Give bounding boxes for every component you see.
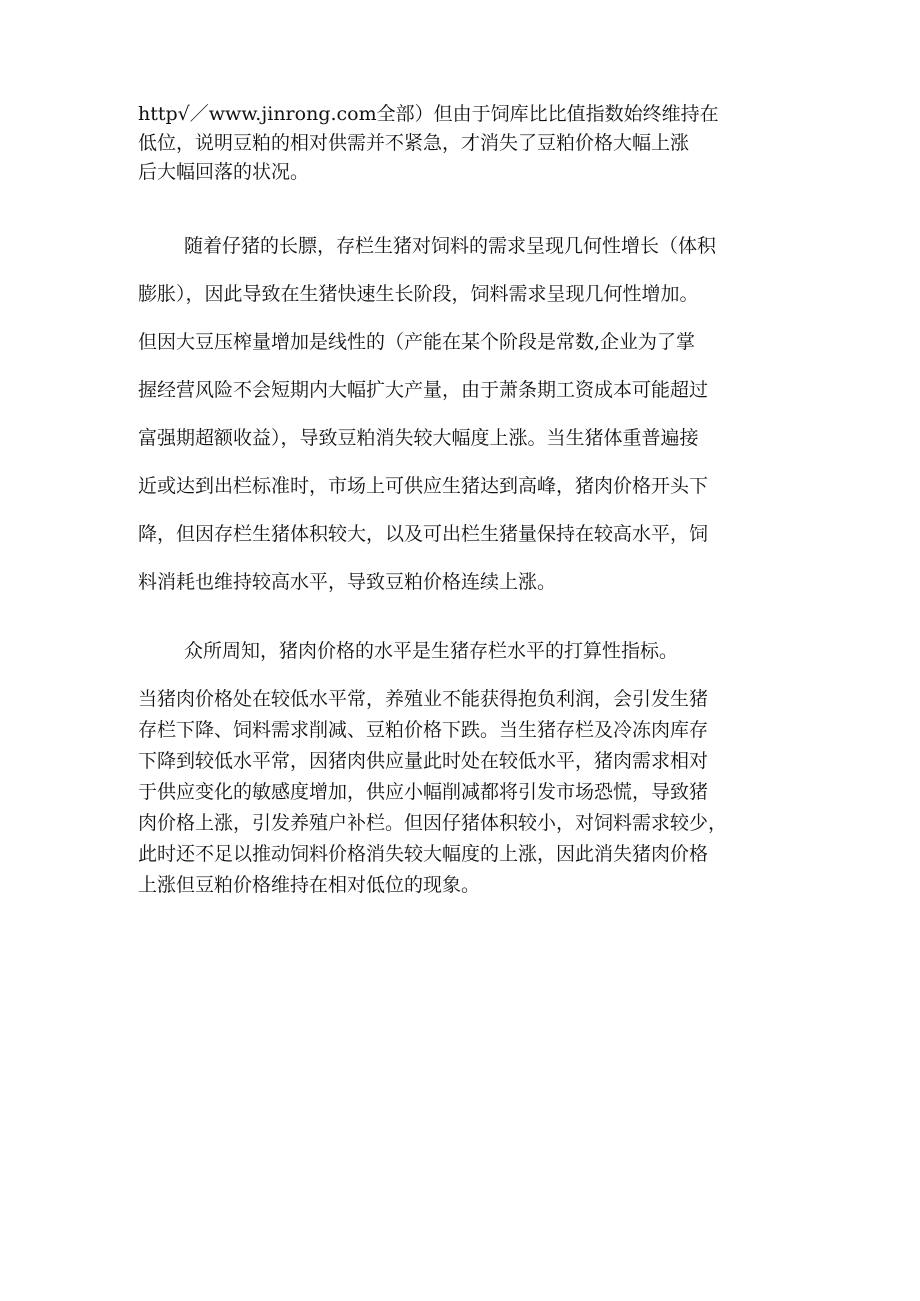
paragraph-line: 此时还不足以推动饲料价格消失较大幅度的上涨，因此消失猪肉价格 bbox=[138, 843, 709, 865]
paragraph-line: 众所周知，猪肉价格的水平是生猪存栏水平的打算性指标。 bbox=[184, 640, 679, 662]
paragraph-line: 握经营风险不会短期内大幅扩大产量，由于萧条期工资成本可能超过 bbox=[138, 379, 709, 401]
paragraph-line: 降，但因存栏生猪体积较大，以及可出栏生猪量保持在较高水平，饲 bbox=[138, 523, 709, 545]
paragraph-1 bbox=[138, 100, 788, 187]
paragraph-4 bbox=[138, 684, 788, 901]
paragraph-2 bbox=[138, 222, 788, 606]
paragraph-line: 但因大豆压榨量增加是线性的（产能在某个阶段是常数,企业为了掌 bbox=[138, 331, 696, 353]
paragraph-line: 低位，说明豆粕的相对供需并不紧急，才消失了豆粕价格大幅上涨 bbox=[138, 132, 690, 154]
paragraph-line: 富强期超额收益），导致豆粕消失较大幅度上涨。当生猪体重普遍接 bbox=[138, 427, 699, 449]
paragraph-line: 下降到较低水平常，因猪肉供应量此时处在较低水平，猪肉需求相对 bbox=[138, 750, 709, 772]
paragraph-line: 于供应变化的敏感度增加，供应小幅削减都将引发市场恐慌，导致猪 bbox=[138, 781, 709, 803]
paragraph-line: 膨胀），因此导致在生猪快速生长阶段，饲料需求呈现几何性增加。 bbox=[138, 283, 699, 305]
paragraph-line: 近或达到出栏标准时，市场上可供应生猪达到高峰，猪肉价格开头下 bbox=[138, 475, 709, 497]
paragraph-line: http√／www.jinrong.com全部）但由于饲库比比值指数始终维持在 bbox=[138, 103, 719, 125]
paragraph-line: 存栏下降、饲料需求削减、豆粕价格下跌。当生猪存栏及冷冻肉库存 bbox=[138, 719, 709, 741]
paragraph-line: 上涨但豆粕价格维持在相对低位的现象。 bbox=[138, 874, 481, 896]
paragraph-3 bbox=[138, 632, 788, 670]
paragraph-line: 料消耗也维持较高水平，导致豆粕价格连续上涨。 bbox=[138, 571, 557, 593]
paragraph-line: 当猪肉价格处在较低水平常，养殖业不能获得抱负利润，会引发生猪 bbox=[138, 688, 709, 710]
paragraph-line: 随着仔猪的长膘，存栏生猪对饲料的需求呈现几何性增长（体积 bbox=[184, 235, 717, 257]
paragraph-line: 肉价格上涨，引发养殖户补栏。但因仔猪体积较小，对饲料需求较少， bbox=[138, 812, 728, 834]
paragraph-line: 后大幅回落的状况。 bbox=[138, 161, 310, 183]
